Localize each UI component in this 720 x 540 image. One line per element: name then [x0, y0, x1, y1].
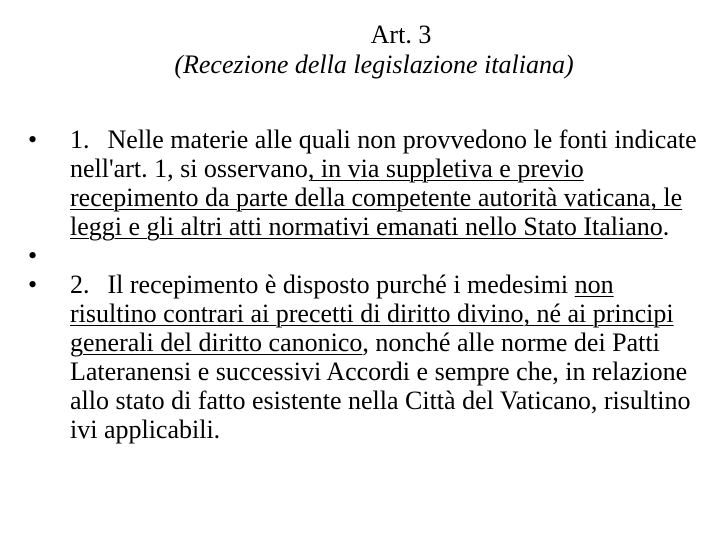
item-number: 1. — [70, 125, 90, 154]
bullet-icon: • — [28, 241, 38, 270]
bullet-icon: • — [28, 270, 38, 299]
item-text: Nelle materie alle quali non provvedono le fonti indicate nell'art. 1, si osservano — [70, 125, 697, 183]
list-item-empty — [28, 241, 698, 270]
item-number: 2. — [70, 270, 90, 299]
article-body — [28, 125, 698, 444]
article-heading — [0, 20, 720, 80]
item-text-end: . — [662, 212, 670, 241]
article-number: Art. 3 — [370, 20, 432, 49]
item-underlined-text: , in via suppletiva e previo recepimento da parte della competente autorità vaticana, le leggi e gli altri atti normativi emanati nello Stato Italiano — [70, 154, 683, 241]
item-text-end: , nonché alle norme dei Patti Lateranensi e successivi Accordi e sempre che, in relazione allo stato di fatto esistente nella Città del Vaticano, risultino ivi applicabili. — [70, 328, 691, 444]
article-subtitle: (Recezione della legislazione italiana) — [174, 50, 574, 79]
bullet-icon: • — [28, 125, 38, 154]
item-text: Il recepimento è disposto purché i medesimi — [107, 270, 575, 299]
list-item-1 — [28, 125, 698, 241]
list-item-2 — [28, 270, 698, 444]
item-underlined-text: non risultino contrari ai precetti di diritto divino, né ai principi generali del diritto canonico — [70, 270, 674, 357]
